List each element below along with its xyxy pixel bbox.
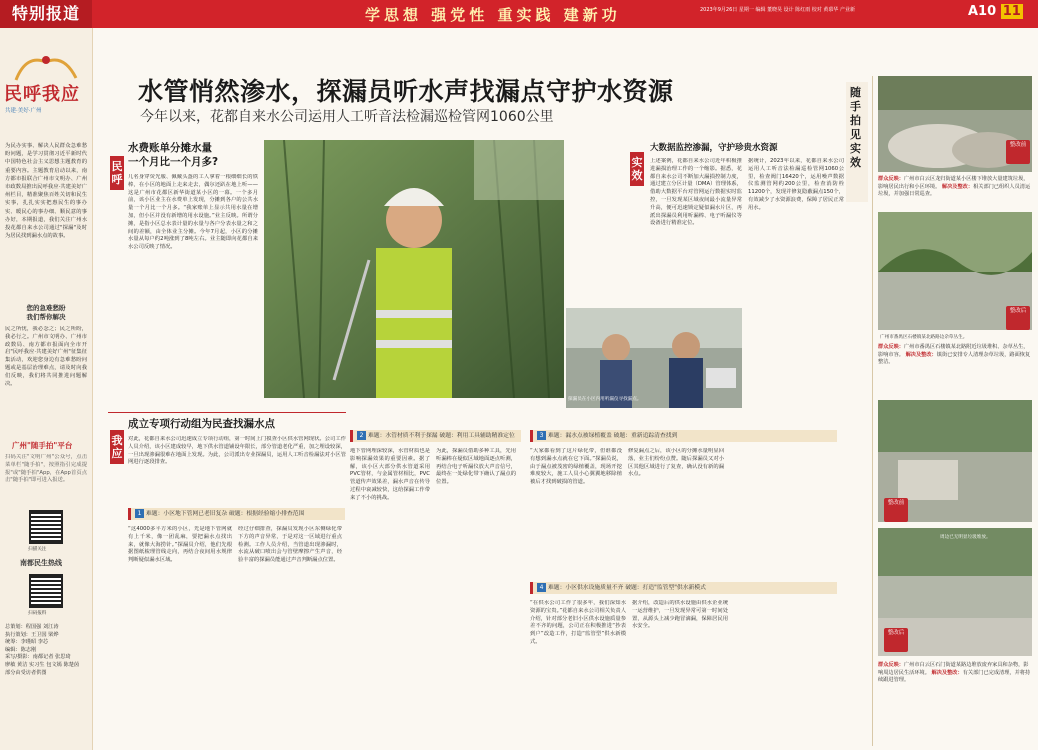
after-stamp: 整改后	[884, 628, 908, 652]
right-column-label: 随手拍 见实效	[850, 86, 861, 169]
before-stamp: 整改前	[1006, 140, 1030, 164]
subsection-banner-4	[530, 582, 837, 594]
caption-text: 广州市白云区龙归街道某小区楼下堆放大量建筑垃圾，影响居民出行和小区环境。	[878, 176, 1029, 190]
caption-text: 广州市白云区石门街道某路边堆放废弃家具和杂物，影响周边居民生活环境。	[878, 662, 1029, 676]
vertical-tab-minhu: 民呼	[110, 156, 124, 190]
after-stamp: 整改后	[1006, 306, 1030, 330]
logo-hand-icon	[6, 52, 86, 82]
page-number	[968, 4, 1023, 19]
section-title-3: 成立专项行动组为民查找漏水点	[128, 418, 275, 430]
article-text-shixiao: 上述案例，花都自来水公司近年积极推进漏损治理工作的一个缩影。据悉，花都自来水公司不断加大漏损控制力度，通过建立分区计量（DMA）管理体系，借助大数据平台对管网运行数据实时监控，一旦发现某区域夜间最小流量异常升高，便可迅速锁定疑似漏水片区，再派出探漏员利用听漏棒、电子听漏仪等设备进行精准定位。	[650, 158, 742, 227]
subsection-banner-2	[350, 430, 521, 442]
inspection-photo-icon	[566, 308, 742, 408]
caption-text: 相关部门已组织人员清运垃圾，并加强日常巡查。	[878, 183, 1031, 198]
article-text-minhu: 几名身穿荧光服、佩戴头盔的工人拿着一根细细长的铁棒，在小区的地面上走来走去，偶尔还趴在地上听——这是广州市花都区新华街道某小区的一幕。一个多月前，该小区业主在水费单上发现，分摊到各户的公共水量一个月比一个月多。“我家账单上显示共用水量在增加，但小区并没有新增的用水设施。”业主反映。所谓分摊，是指小区总水表计量的水量与各户分表水量之和之间的差额，由全体业主分摊。今年7月起，小区的分摊水量从每户约2吨涨到了8吨左右。业主随即向花都自来水公司反映了情况。	[128, 174, 258, 251]
main-subheadline: 今年以来，花都自来水公司运用人工听音法检漏巡检管网1060公里	[140, 109, 554, 125]
banner-number-icon: 1	[135, 509, 144, 518]
banner-number-icon: 2	[357, 431, 366, 440]
caption-text: 有关部门已完成清理，并将持续跟进管理。	[878, 669, 1031, 684]
right-photo-3-caption: 周边已无明显垃圾堆放。	[940, 535, 991, 540]
worker-photo-icon	[264, 140, 564, 398]
hotline-body: 民之所忧，我必念之；民之所盼，我必行之。广州市文明办、广州市政数局、南方都市报面向全市开启"民呼我应·共建美好广州"征集征集活动，欢迎您身边有急难愁盼问题或是基层治理难点，请及时向我们反映，我们将共同推进问题解决。	[5, 326, 87, 387]
caption-label: 群众反映：	[878, 176, 904, 182]
article-text-block: “这4000多平方米的小区，光是地下管网就有上千米，像一团乱麻，要把漏水点找出来，就像大海捞针。”探漏员介绍，他们先根据图纸梳理管线走向，再结合夜间用水规律判断疑似漏水区域。	[128, 526, 232, 564]
page-number-sub: 11	[1002, 4, 1021, 19]
wechat-platform-body: 扫码关注"文明广州"公众号，点击菜单栏"随手拍"，按照指引完成提报"或"随手拍"App，在App首页点击"随手拍"即可进入报送。	[5, 454, 87, 484]
page-number-main: A10	[968, 4, 997, 19]
banner-number-icon: 4	[537, 583, 546, 592]
article-text-block: 地下管网埋深较深，水管材质也是影响探漏效果的重要因素。据了解，该小区大部分供水管道采用PVC管材，与金属管材相比，PVC管道传声效果差，漏水声音在传导过程中衰减较快，这给探漏工作带来了不小的挑战。	[350, 448, 430, 501]
credits-block: 总策划：程国强 刘江涛 执行策划：王卫国 梁烨 统筹：李瑾昭 李芯 编辑：陈志刚 采写/摄影：南都记者 张思琦 廖敏 黄洁 实习生 包文嫣 陈楚茵 部分由受访者供图	[5, 624, 80, 676]
banner-number-icon: 3	[537, 431, 546, 440]
subsection-banner-1	[128, 508, 345, 520]
article-text-shixiao-right: 据统计，2023年以来，花都自来水公司运用人工听音法检漏巡检管网1060公里，检查阀门16420个，运用噪声数据仪监测管网约200公里，检查消防栓11200个，发现并修复隐蔽漏点150个，有效减少了水资源浪费，保障了居民正常用水。	[748, 158, 844, 211]
banner-label: 难题：小区地下管网已老旧复杂 破题：根据经验缩小排查范围	[146, 511, 305, 517]
caption-text: 广州市番禺区石楼镇某北路附近垃圾堆积、杂草丛生，影响市容。	[878, 344, 1029, 358]
section-title-2: 大数据监控渗漏，守护珍贵水资源	[650, 143, 778, 153]
caption-label: 群众反映：	[878, 662, 904, 668]
issue-meta: 2023年9月26日 星期一 编辑 董晓昊 设计 陈红雨 校对 黄慕华 产业新	[700, 7, 855, 13]
hotline-title: 您的急难愁盼 我们帮你解决	[26, 304, 66, 321]
qr-caption: 扫码报料	[28, 611, 47, 616]
vertical-tab-shixiao: 实效	[630, 152, 644, 186]
secondary-photo-caption: 探漏员在小区内用听漏仪寻找漏点。	[568, 397, 642, 402]
banner-label: 难题：漏水点被绿植覆盖 破题：重新追踪清查找到	[548, 433, 678, 439]
divider	[108, 412, 346, 413]
column-intro: 为民办实事、解决人民群众急难愁盼问题，是学习贯彻习近平新时代中国特色社会主义思想主题教育的重要内容。主题教育启动以来，南方都市报联合广州市文明办、广州市政数局推出民呼我应·共建美好广州栏目，精准聚焦百姓关切和民生实事，扎扎实实把惠民生的事办实、暖民心的事办细、顺民意的事办好，本期报道，我们关注广州水投花都自来水公司通过"探漏"及时为居民找到漏水点的故事。	[5, 143, 87, 240]
caption-label: 群众反映：	[878, 344, 904, 350]
hotline-section-title: 南都民生热线	[20, 559, 62, 567]
subsection-banner-3	[530, 430, 837, 442]
article-text-block: “在供水公司工作了很多年，我们深知水资源的宝贵。”花都自来水公司相关负责人介绍，针对部分老旧小区供水设施质量参差不齐的问题，公司正在积极推进“抄表到户”改造工作，打造“监管型”供水新模式。	[530, 600, 626, 645]
column-logo: 民呼我应	[4, 84, 80, 105]
right-caption-1	[878, 176, 1032, 199]
qr-code-icon[interactable]	[29, 510, 63, 544]
before-stamp: 整改前	[884, 498, 908, 522]
article-text-block: 据介绍，改造后的供水设施由供水企业统一运营维护，一旦发现异常可第一时间处置，从源头上减少跑冒滴漏，保障居民用水安全。	[632, 600, 728, 630]
vertical-tab-woying: 我应	[110, 430, 124, 464]
qr-code-icon[interactable]	[29, 574, 63, 608]
article-text-block: 修复漏点之后，该小区的分摊水量明显回落，业主们纷纷点赞。随后探漏员又对小区其他区域进行了复查，确认没有新的漏水点。	[628, 448, 724, 478]
caption-label: 解决及整改：	[905, 351, 937, 358]
caption-text: 镇街已安排专人清理杂草垃圾，路面恢复整洁。	[878, 351, 1031, 366]
wechat-platform-title: 广州"随手拍"平台	[12, 441, 73, 450]
section-title-1b: 一个月比一个月多?	[128, 156, 219, 168]
column-divider	[872, 76, 873, 746]
article-text-woying: 对此，花都自来水公司迅速成立专项行动组，第一时间上门摸查小区供水管网现状。公司工作人员介绍，该小区建成较早，地下供水管道铺设年限长，部分管道老化严重，加之埋设较深，一旦出现渗漏很难在地面上发现。为此，公司派出专业探漏员，运用人工听音检漏法对小区管网进行逐段排查。	[128, 436, 346, 466]
main-photo	[264, 140, 564, 398]
secondary-photo	[566, 308, 742, 408]
article-text-block: “大家都看到了这片绿化带，但谁都没有想到漏水点就在它下面。”探漏员说，由于漏点被茂密的绿植覆盖，现场开挖难度较大，施工人员小心翼翼地移除植被后才找到破损的管道。	[530, 448, 622, 486]
slogan-banner: 学思想 强党性 重实践 建新功	[365, 6, 621, 24]
article-text-block: 为此，探漏员借助多种工具，先用听漏棒在疑似区域地面逐点听测，再结合电子听漏仪放大声音信号，最终在一处绿化带下确认了漏点的位置。	[436, 448, 516, 486]
section-title: 特别报道	[0, 0, 92, 28]
article-text-block: 经过仔细排查，探漏员发现小区东侧绿化带下方的声音异常，于是对这一区域进行重点检测。工作人员介绍，当管道出现渗漏时，水流从破口喷出会与管壁摩擦产生声音，经验丰富的探漏员能通过声音判断漏点位置。	[238, 526, 342, 564]
qr-caption: 扫描关注	[28, 547, 47, 552]
section-title-1a: 水费账单分摊水量	[128, 142, 212, 154]
column-logo-subtitle: 共建·美好·广州	[5, 108, 42, 114]
banner-label: 难题：小区供水设施质量不齐 破题：打造"监管型"供水新模式	[548, 585, 706, 591]
right-caption-3	[878, 662, 1032, 685]
right-photo-2-caption: 广州市番禺区石楼镇某北路路边杂草丛生。	[880, 335, 968, 340]
banner-label: 难题：水管材质不利于探漏 破题：利用工具辅助精准定位	[368, 433, 515, 439]
caption-label: 解决及整改：	[941, 183, 974, 190]
caption-label: 解决及整改：	[931, 669, 963, 676]
right-caption-2	[878, 344, 1032, 367]
main-headline: 水管悄然渗水，探漏员听水声找漏点守护水资源	[138, 77, 674, 106]
